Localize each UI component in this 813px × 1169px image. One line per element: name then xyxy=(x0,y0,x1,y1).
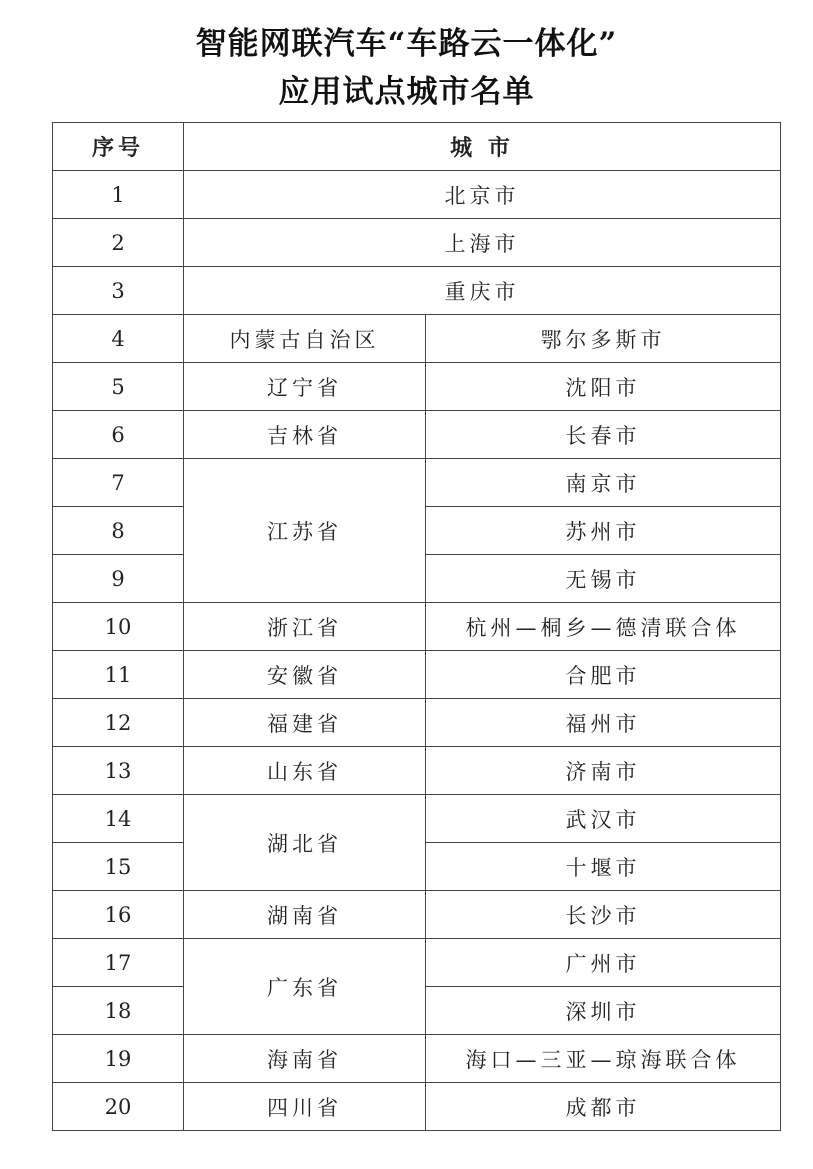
table-row xyxy=(53,219,781,267)
row-city: 十堰市 xyxy=(426,843,781,891)
table-row xyxy=(53,603,781,651)
table-row xyxy=(53,1035,781,1083)
header-row xyxy=(53,123,781,171)
row-index: 3 xyxy=(53,267,184,315)
row-city: 广州市 xyxy=(426,939,781,987)
row-city: 无锡市 xyxy=(426,555,781,603)
table-row xyxy=(53,699,781,747)
row-index: 14 xyxy=(53,795,184,843)
table-row xyxy=(53,411,781,459)
row-index: 10 xyxy=(53,603,184,651)
table-row xyxy=(53,459,781,507)
table-row xyxy=(53,1083,781,1131)
row-city: 长沙市 xyxy=(426,891,781,939)
row-index: 5 xyxy=(53,363,184,411)
row-province: 福建省 xyxy=(184,699,426,747)
row-index: 7 xyxy=(53,459,184,507)
row-province: 山东省 xyxy=(184,747,426,795)
row-city: 苏州市 xyxy=(426,507,781,555)
row-province: 辽宁省 xyxy=(184,363,426,411)
header-index: 序号 xyxy=(53,123,184,171)
header-city: 城 市 xyxy=(184,123,781,171)
row-province: 吉林省 xyxy=(184,411,426,459)
table-row xyxy=(53,795,781,843)
row-city: 杭州—桐乡—德清联合体 xyxy=(426,603,781,651)
row-index: 2 xyxy=(53,219,184,267)
row-city: 深圳市 xyxy=(426,987,781,1035)
title-line-2: 应用试点城市名单 xyxy=(278,74,535,110)
row-index: 18 xyxy=(53,987,184,1035)
row-index: 9 xyxy=(53,555,184,603)
row-province: 湖北省 xyxy=(184,795,426,891)
row-province: 湖南省 xyxy=(184,891,426,939)
row-index: 15 xyxy=(53,843,184,891)
row-index: 1 xyxy=(53,171,184,219)
row-city: 武汉市 xyxy=(426,795,781,843)
row-city: 北京市 xyxy=(184,171,781,219)
row-index: 16 xyxy=(53,891,184,939)
row-city: 南京市 xyxy=(426,459,781,507)
table-row xyxy=(53,315,781,363)
table-row xyxy=(53,939,781,987)
row-index: 8 xyxy=(53,507,184,555)
row-city: 长春市 xyxy=(426,411,781,459)
row-index: 13 xyxy=(53,747,184,795)
row-index: 20 xyxy=(53,1083,184,1131)
row-city: 成都市 xyxy=(426,1083,781,1131)
title-line-1: 智能网联汽车“车路云一体化” xyxy=(195,26,618,62)
row-province: 广东省 xyxy=(184,939,426,1035)
table-row xyxy=(53,171,781,219)
row-province: 四川省 xyxy=(184,1083,426,1131)
row-city: 重庆市 xyxy=(184,267,781,315)
row-index: 12 xyxy=(53,699,184,747)
row-index: 11 xyxy=(53,651,184,699)
row-province: 内蒙古自治区 xyxy=(184,315,426,363)
row-city: 上海市 xyxy=(184,219,781,267)
table-row xyxy=(53,651,781,699)
row-index: 19 xyxy=(53,1035,184,1083)
row-city: 鄂尔多斯市 xyxy=(426,315,781,363)
row-province: 安徽省 xyxy=(184,651,426,699)
table-row xyxy=(53,891,781,939)
row-index: 17 xyxy=(53,939,184,987)
row-city: 合肥市 xyxy=(426,651,781,699)
row-city: 福州市 xyxy=(426,699,781,747)
table-row xyxy=(53,363,781,411)
row-province: 海南省 xyxy=(184,1035,426,1083)
row-city: 沈阳市 xyxy=(426,363,781,411)
row-province: 江苏省 xyxy=(184,459,426,603)
row-province: 浙江省 xyxy=(184,603,426,651)
row-city: 海口—三亚—琼海联合体 xyxy=(426,1035,781,1083)
row-city: 济南市 xyxy=(426,747,781,795)
pilot-city-table xyxy=(52,122,781,1131)
table-row xyxy=(53,267,781,315)
row-index: 4 xyxy=(53,315,184,363)
row-index: 6 xyxy=(53,411,184,459)
table-row xyxy=(53,747,781,795)
